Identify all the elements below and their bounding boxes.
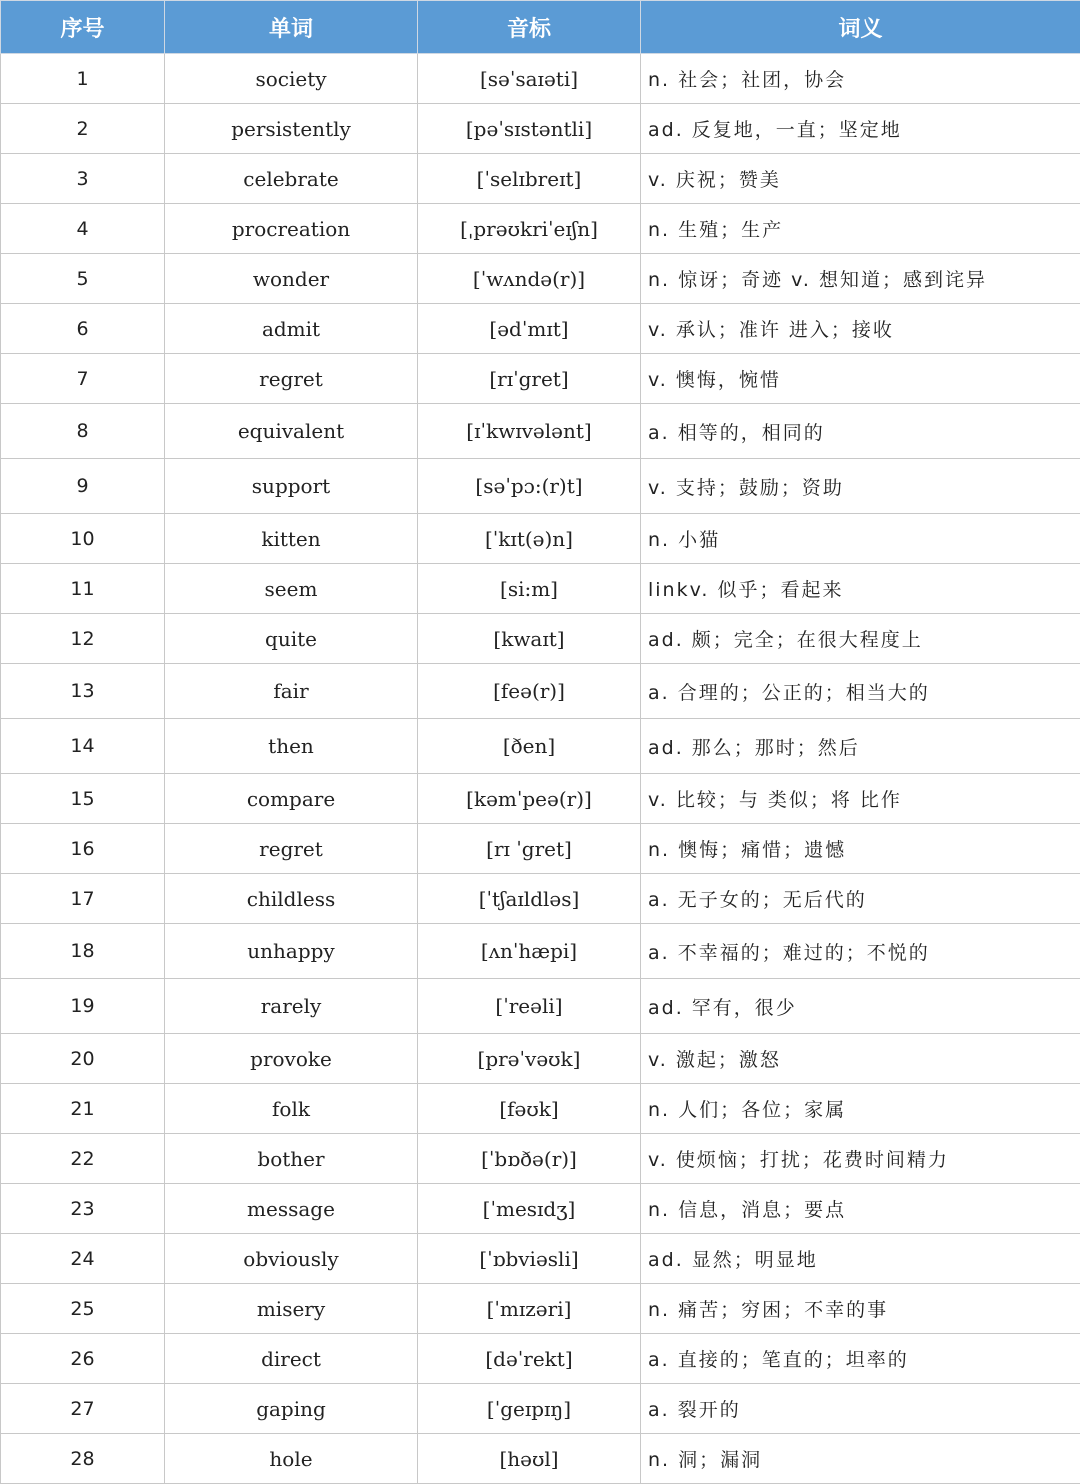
table-row — [1, 1084, 1080, 1134]
row-meaning: v. 激起；激怒 — [641, 1034, 1080, 1084]
row-meaning: ad. 显然；明显地 — [641, 1234, 1080, 1284]
row-word: kitten — [165, 514, 418, 564]
table-row — [1, 514, 1080, 564]
row-phonetic: [kəmˈpeə(r)] — [418, 774, 641, 824]
row-word: celebrate — [165, 154, 418, 204]
row-phonetic: [prəˈvəʊk] — [418, 1034, 641, 1084]
row-phonetic: [həʊl] — [418, 1434, 641, 1484]
row-phonetic: [ˌprəʊkriˈeɪʃn] — [418, 204, 641, 254]
table-row — [1, 354, 1080, 404]
row-meaning: v. 懊悔，惋惜 — [641, 354, 1080, 404]
row-number: 27 — [1, 1384, 165, 1434]
row-phonetic: [pəˈsɪstəntli] — [418, 104, 641, 154]
table-row — [1, 924, 1080, 979]
table-row — [1, 774, 1080, 824]
row-number: 6 — [1, 304, 165, 354]
row-number: 17 — [1, 874, 165, 924]
row-number: 21 — [1, 1084, 165, 1134]
table-row — [1, 664, 1080, 719]
table-row — [1, 404, 1080, 459]
row-meaning: n. 生殖；生产 — [641, 204, 1080, 254]
row-number: 25 — [1, 1284, 165, 1334]
row-number: 26 — [1, 1334, 165, 1384]
row-phonetic: [dəˈrekt] — [418, 1334, 641, 1384]
table-row — [1, 874, 1080, 924]
row-meaning: n. 洞；漏洞 — [641, 1434, 1080, 1484]
row-meaning: linkv. 似乎；看起来 — [641, 564, 1080, 614]
row-word: regret — [165, 824, 418, 874]
row-number: 15 — [1, 774, 165, 824]
row-meaning: n. 社会；社团，协会 — [641, 54, 1080, 104]
row-meaning: a. 不幸福的；难过的；不悦的 — [641, 924, 1080, 979]
row-word: obviously — [165, 1234, 418, 1284]
row-meaning: ad. 颇；完全；在很大程度上 — [641, 614, 1080, 664]
row-phonetic: [ədˈmɪt] — [418, 304, 641, 354]
table-row — [1, 459, 1080, 514]
row-number: 24 — [1, 1234, 165, 1284]
row-meaning: v. 承认；准许 进入；接收 — [641, 304, 1080, 354]
table-row — [1, 1234, 1080, 1284]
row-phonetic: [ˈreəli] — [418, 979, 641, 1034]
row-phonetic: [ˈbɒðə(r)] — [418, 1134, 641, 1184]
row-word: seem — [165, 564, 418, 614]
row-word: procreation — [165, 204, 418, 254]
row-word: persistently — [165, 104, 418, 154]
row-word: provoke — [165, 1034, 418, 1084]
row-number: 1 — [1, 54, 165, 104]
row-number: 10 — [1, 514, 165, 564]
header-number: 序号 — [1, 1, 165, 54]
row-meaning: n. 痛苦；穷困；不幸的事 — [641, 1284, 1080, 1334]
table-row — [1, 154, 1080, 204]
table-row — [1, 1034, 1080, 1084]
row-meaning: ad. 罕有，很少 — [641, 979, 1080, 1034]
row-phonetic: [feə(r)] — [418, 664, 641, 719]
row-meaning: n. 信息，消息；要点 — [641, 1184, 1080, 1234]
row-number: 19 — [1, 979, 165, 1034]
row-phonetic: [ˈɒbviəsli] — [418, 1234, 641, 1284]
table-row — [1, 1334, 1080, 1384]
row-number: 16 — [1, 824, 165, 874]
row-phonetic: [ˈwʌndə(r)] — [418, 254, 641, 304]
table-row — [1, 1134, 1080, 1184]
row-word: misery — [165, 1284, 418, 1334]
row-number: 2 — [1, 104, 165, 154]
row-number: 14 — [1, 719, 165, 774]
row-phonetic: [səˈsaɪəti] — [418, 54, 641, 104]
row-meaning: v. 支持；鼓励；资助 — [641, 459, 1080, 514]
row-phonetic: [kwaɪt] — [418, 614, 641, 664]
table-row — [1, 719, 1080, 774]
row-word: regret — [165, 354, 418, 404]
row-phonetic: [ˈmesɪdʒ] — [418, 1184, 641, 1234]
row-word: bother — [165, 1134, 418, 1184]
row-number: 28 — [1, 1434, 165, 1484]
row-word: admit — [165, 304, 418, 354]
row-word: folk — [165, 1084, 418, 1134]
table-row — [1, 824, 1080, 874]
row-phonetic: [fəʊk] — [418, 1084, 641, 1134]
table-row — [1, 104, 1080, 154]
table-row — [1, 204, 1080, 254]
row-phonetic: [ˈkɪt(ə)n] — [418, 514, 641, 564]
row-meaning: a. 直接的；笔直的；坦率的 — [641, 1334, 1080, 1384]
table-row — [1, 979, 1080, 1034]
row-phonetic: [ˈtʃaɪldləs] — [418, 874, 641, 924]
table-row — [1, 1384, 1080, 1434]
row-word: wonder — [165, 254, 418, 304]
row-word: then — [165, 719, 418, 774]
row-word: hole — [165, 1434, 418, 1484]
row-meaning: n. 惊讶；奇迹 v. 想知道；感到诧异 — [641, 254, 1080, 304]
row-number: 12 — [1, 614, 165, 664]
row-number: 18 — [1, 924, 165, 979]
table-header-row — [1, 1, 1080, 54]
row-meaning: ad. 那么；那时；然后 — [641, 719, 1080, 774]
row-meaning: a. 无子女的；无后代的 — [641, 874, 1080, 924]
row-word: rarely — [165, 979, 418, 1034]
row-number: 13 — [1, 664, 165, 719]
row-word: fair — [165, 664, 418, 719]
row-phonetic: [si:m] — [418, 564, 641, 614]
row-phonetic: [ˈgeɪpɪŋ] — [418, 1384, 641, 1434]
row-number: 11 — [1, 564, 165, 614]
table-row — [1, 254, 1080, 304]
row-word: support — [165, 459, 418, 514]
row-meaning: v. 使烦恼；打扰；花费时间精力 — [641, 1134, 1080, 1184]
row-word: equivalent — [165, 404, 418, 459]
row-phonetic: [ðen] — [418, 719, 641, 774]
table-row — [1, 614, 1080, 664]
row-number: 3 — [1, 154, 165, 204]
row-meaning: a. 合理的；公正的；相当大的 — [641, 664, 1080, 719]
row-word: unhappy — [165, 924, 418, 979]
row-number: 20 — [1, 1034, 165, 1084]
table-row — [1, 54, 1080, 104]
row-number: 23 — [1, 1184, 165, 1234]
table-row — [1, 1184, 1080, 1234]
table-row — [1, 304, 1080, 354]
header-word: 单词 — [165, 1, 418, 54]
row-phonetic: [rɪˈgret] — [418, 354, 641, 404]
row-phonetic: [ɪˈkwɪvələnt] — [418, 404, 641, 459]
row-word: message — [165, 1184, 418, 1234]
header-meaning: 词义 — [641, 1, 1080, 54]
row-meaning: n. 懊悔；痛惜；遗憾 — [641, 824, 1080, 874]
row-word: direct — [165, 1334, 418, 1384]
row-meaning: a. 相等的，相同的 — [641, 404, 1080, 459]
row-number: 22 — [1, 1134, 165, 1184]
row-number: 5 — [1, 254, 165, 304]
row-meaning: n. 小猫 — [641, 514, 1080, 564]
row-phonetic: [səˈpɔ:(r)t] — [418, 459, 641, 514]
row-meaning: n. 人们；各位；家属 — [641, 1084, 1080, 1134]
table-row — [1, 564, 1080, 614]
table-row — [1, 1434, 1080, 1484]
row-word: gaping — [165, 1384, 418, 1434]
table-row — [1, 1284, 1080, 1334]
header-phonetic: 音标 — [418, 1, 641, 54]
row-number: 9 — [1, 459, 165, 514]
row-meaning: v. 比较；与 类似；将 比作 — [641, 774, 1080, 824]
row-number: 7 — [1, 354, 165, 404]
row-number: 4 — [1, 204, 165, 254]
row-phonetic: [ʌnˈhæpi] — [418, 924, 641, 979]
row-word: compare — [165, 774, 418, 824]
row-phonetic: [rɪ ˈgret] — [418, 824, 641, 874]
row-word: quite — [165, 614, 418, 664]
row-number: 8 — [1, 404, 165, 459]
row-phonetic: [ˈmɪzəri] — [418, 1284, 641, 1334]
row-word: childless — [165, 874, 418, 924]
row-word: society — [165, 54, 418, 104]
row-meaning: ad. 反复地，一直；坚定地 — [641, 104, 1080, 154]
row-phonetic: [ˈselɪbreɪt] — [418, 154, 641, 204]
row-meaning: a. 裂开的 — [641, 1384, 1080, 1434]
row-meaning: v. 庆祝；赞美 — [641, 154, 1080, 204]
